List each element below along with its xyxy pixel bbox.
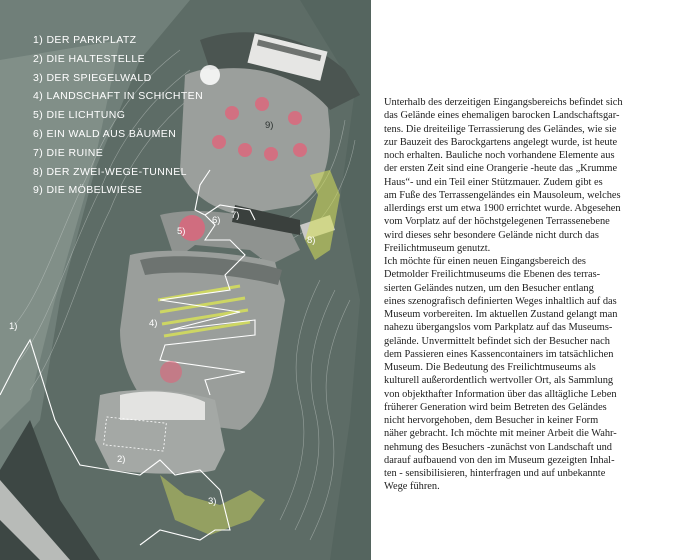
legend-item: 5) DIE LICHTUNG: [33, 109, 126, 122]
text-line: dem Passieren eines Kassencontainers im tatsächlichen: [384, 348, 614, 360]
map-label-4: 4): [149, 318, 158, 329]
furniture-marker: [264, 147, 278, 161]
text-line: kulturell außerordentlich wertvoller Ort, als Sammlung: [384, 375, 614, 387]
furniture-marker: [288, 111, 302, 125]
furniture-marker: [238, 143, 252, 157]
text-line: früherer Generation wird beim Betreten des Geländes: [384, 401, 607, 413]
legend-item: 9) DIE MÖBELWIESE: [33, 184, 143, 197]
map-label-3: 3): [208, 496, 217, 507]
text-line: allerdings erst um etwa 1900 errichtet wurde. Abgesehen: [384, 203, 621, 214]
map-label-7: 7): [231, 210, 240, 221]
text-line: das Gelände eines ehemaligen barocken Landschaftsgar-: [384, 110, 620, 122]
legend: [33, 31, 203, 200]
map-label-1: 1): [9, 321, 18, 332]
text-line: zur Bauzeit des Barockgartens angelegt wurde, ist heute: [384, 136, 618, 148]
legend-item: 3) DER SPIEGELWALD: [33, 71, 152, 84]
text-line: vom Vorplatz auf der höchstgelegenen Terrassenebene: [384, 216, 610, 228]
text-line: nahezu übergangslos vom Parkplatz auf das Museums-: [384, 322, 613, 334]
marker-middle: [160, 361, 182, 383]
furniture-marker: [293, 143, 307, 157]
legend-item: 8) DER ZWEI-WEGE-TUNNEL: [33, 165, 187, 178]
map-label-8: 8): [307, 235, 316, 246]
text-line: sierten Geländes nutzen, um den Besucher entlang: [384, 282, 594, 294]
text-line: näher gebracht. Ich möchte mit meiner Arbeit die Wahr-: [384, 428, 617, 440]
text-line: wird dieses sehr besondere Gelände nicht durch das: [384, 229, 599, 241]
map-label-6: 6): [212, 215, 221, 226]
text-line: Haus“- und ein Teil einer Stützmauer. Zudem gibt es: [384, 176, 603, 188]
text-line: Detmolder Freilichtmuseums die Ebenen des terras-: [384, 269, 601, 281]
text-line: noch erhalten. Bauliche noch vorhandene Elemente aus: [384, 150, 615, 161]
furniture-marker: [225, 106, 239, 120]
text-line: Wege führen.: [384, 481, 440, 493]
map-label-5: 5): [177, 226, 186, 237]
map-label-2: 2): [117, 454, 126, 465]
text-line: nicht hervorgehoben, dem Besucher in keiner Form: [384, 415, 599, 426]
text-line: Freilichtmuseum genutzt.: [384, 242, 491, 254]
body-text: [384, 96, 676, 494]
text-line: nehmung des Besuchers -zunächst von Landschaft und: [384, 441, 612, 453]
legend-item: 2) DIE HALTESTELLE: [33, 52, 146, 65]
furniture-marker: [255, 97, 269, 111]
text-line: Ich möchte für einen neuen Eingangsbereich des: [384, 256, 586, 267]
text-line: der ersten Zeit sind eine Orangerie -heute das „Krumme: [384, 163, 618, 175]
furniture-marker: [212, 135, 226, 149]
map-label-9: 9): [265, 120, 274, 131]
text-line: tens. Die dreiteilige Terrassierung des Geländes, wie sie: [384, 123, 617, 135]
text-line: am Fuße des Terrassengeländes ein Mausoleum, welches: [384, 189, 621, 201]
text-line: eines szenografisch definierten Weges inhaltlich auf das: [384, 295, 617, 307]
text-line: Museum. Die Bedeutung des Freilichtmuseums als: [384, 362, 596, 373]
text-line: Museum vorbereiten. Im aktuellen Zustand gelangt man: [384, 309, 618, 320]
legend-item: 1) DER PARKPLATZ: [33, 34, 137, 46]
text-line: gelände. Unvermittelt befindet sich der Besucher nach: [384, 335, 610, 347]
text-line: darauf aufbauend von den im Museum gezeigten Inhal-: [384, 454, 615, 466]
legend-item: 4) LANDSCHAFT IN SCHICHTEN: [33, 90, 204, 103]
text-line: von objekthafter Information über das alltägliche Leben: [384, 388, 617, 400]
text-line: Unterhalb des derzeitigen Eingangsbereichs befindet sich: [384, 97, 623, 108]
text-line: ten - sensibilisieren, hinterfragen und auf unbekannte: [384, 468, 606, 479]
legend-item: 7) DIE RUINE: [33, 146, 104, 159]
legend-item: 6) EIN WALD AUS BÄUMEN: [33, 127, 177, 140]
